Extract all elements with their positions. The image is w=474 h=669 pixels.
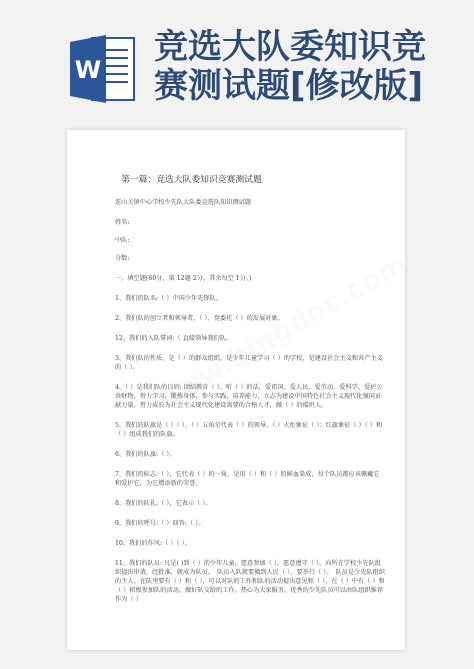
question-2: 2、我们队的创立者和领导者，（ ）、党委托（ ）的发展对象。 — [115, 315, 284, 322]
question-8: 8、我们的队礼:（ ），它表示（ ）。 — [115, 500, 212, 507]
page-title-line-2: 赛测试题[修改版] — [154, 66, 424, 106]
school-line: 连山关镇中心学校少先队大队委竞选队知识测试题 — [115, 199, 252, 206]
class-field-label: 中队: — [115, 237, 130, 244]
question-6: 6、我们的队旗:（ ）。 — [115, 451, 176, 458]
question-9: 9、我们的呼号:（ ）回答:（ ）。 — [115, 520, 205, 527]
word-document-icon — [70, 32, 136, 106]
question-4: 4、（ ）是我们队的目的: 团结教育（ ）、听（ ）的话，爱祖国、爱人民、爱劳动、爱科学、爱护公共财物，努力学习，锻炼身体，参与实践，培养能力，立志为建设中国特色社会主义现代化强国贡献力量，努力成长为社会主义现代化建设需要的合格人才，做（ ）的接班人。 — [115, 384, 383, 409]
question-11: 11、我们的队员: 凡是( )到（ ）的少年儿童，愿意参加（ ），愿意遵守（ ），向所在学校少先队组织提出申请，经批准，就成为队员。 队员入队就要做到人民（ ），要举行（ ）。 队员是少先队组织的主人。在队里要有（ ）和（ ），可以对队的工作和队的活动提出意见和（ ），在（ ）中有（ ）和（ ）积极参加队的活动，做好队交给的工作，热心为大家服务，优秀的少先队员可以由队组织推荐作为（ ） — [115, 560, 385, 603]
section-heading: 一、填空题(60分，第 12题 2分，其余每空 1分。) — [115, 275, 252, 282]
question-3: 3、我们队的性质，是（ ）的群众组织，是少年儿童学习（ ）的学校，是建设社会主义和共产主义的（ ）。 — [115, 355, 383, 371]
document-header — [0, 0, 474, 112]
question-10: 10、我们的作风:（ ）（ ）。 — [115, 540, 191, 547]
question-12: 12、我们的入队誓词:（ 直接领导我们队。 — [115, 335, 233, 342]
score-field-label: 分数: — [115, 255, 130, 262]
name-field-label: 姓名: — [115, 219, 130, 226]
question-7: 7、我们的标志:（ ），它代表（ ）的一角，是用（ ）和（ ）的鲜血染成，每个队员都应该佩戴它和爱护它，为它增添新的荣誉。 — [115, 471, 380, 487]
document-content — [115, 174, 385, 615]
question-1: 1、我们的队名:（ ）中国少年先锋队。 — [115, 295, 222, 302]
document-page — [67, 130, 405, 650]
page-title-line-1: 竞选大队委知识竞 — [154, 27, 426, 67]
question-5: 5、我们的队旗是（ ）（ ）、（ ）五角星代表（ ）的领导，（ ）火炬象征（ ）；红旗象征（ ）（ ）和（ ）组成我们的队旗。 — [115, 422, 383, 438]
word-icon-letter: W — [74, 56, 102, 84]
document-title: 第一篇：竞选大队委知识竞赛测试题 — [121, 175, 262, 185]
